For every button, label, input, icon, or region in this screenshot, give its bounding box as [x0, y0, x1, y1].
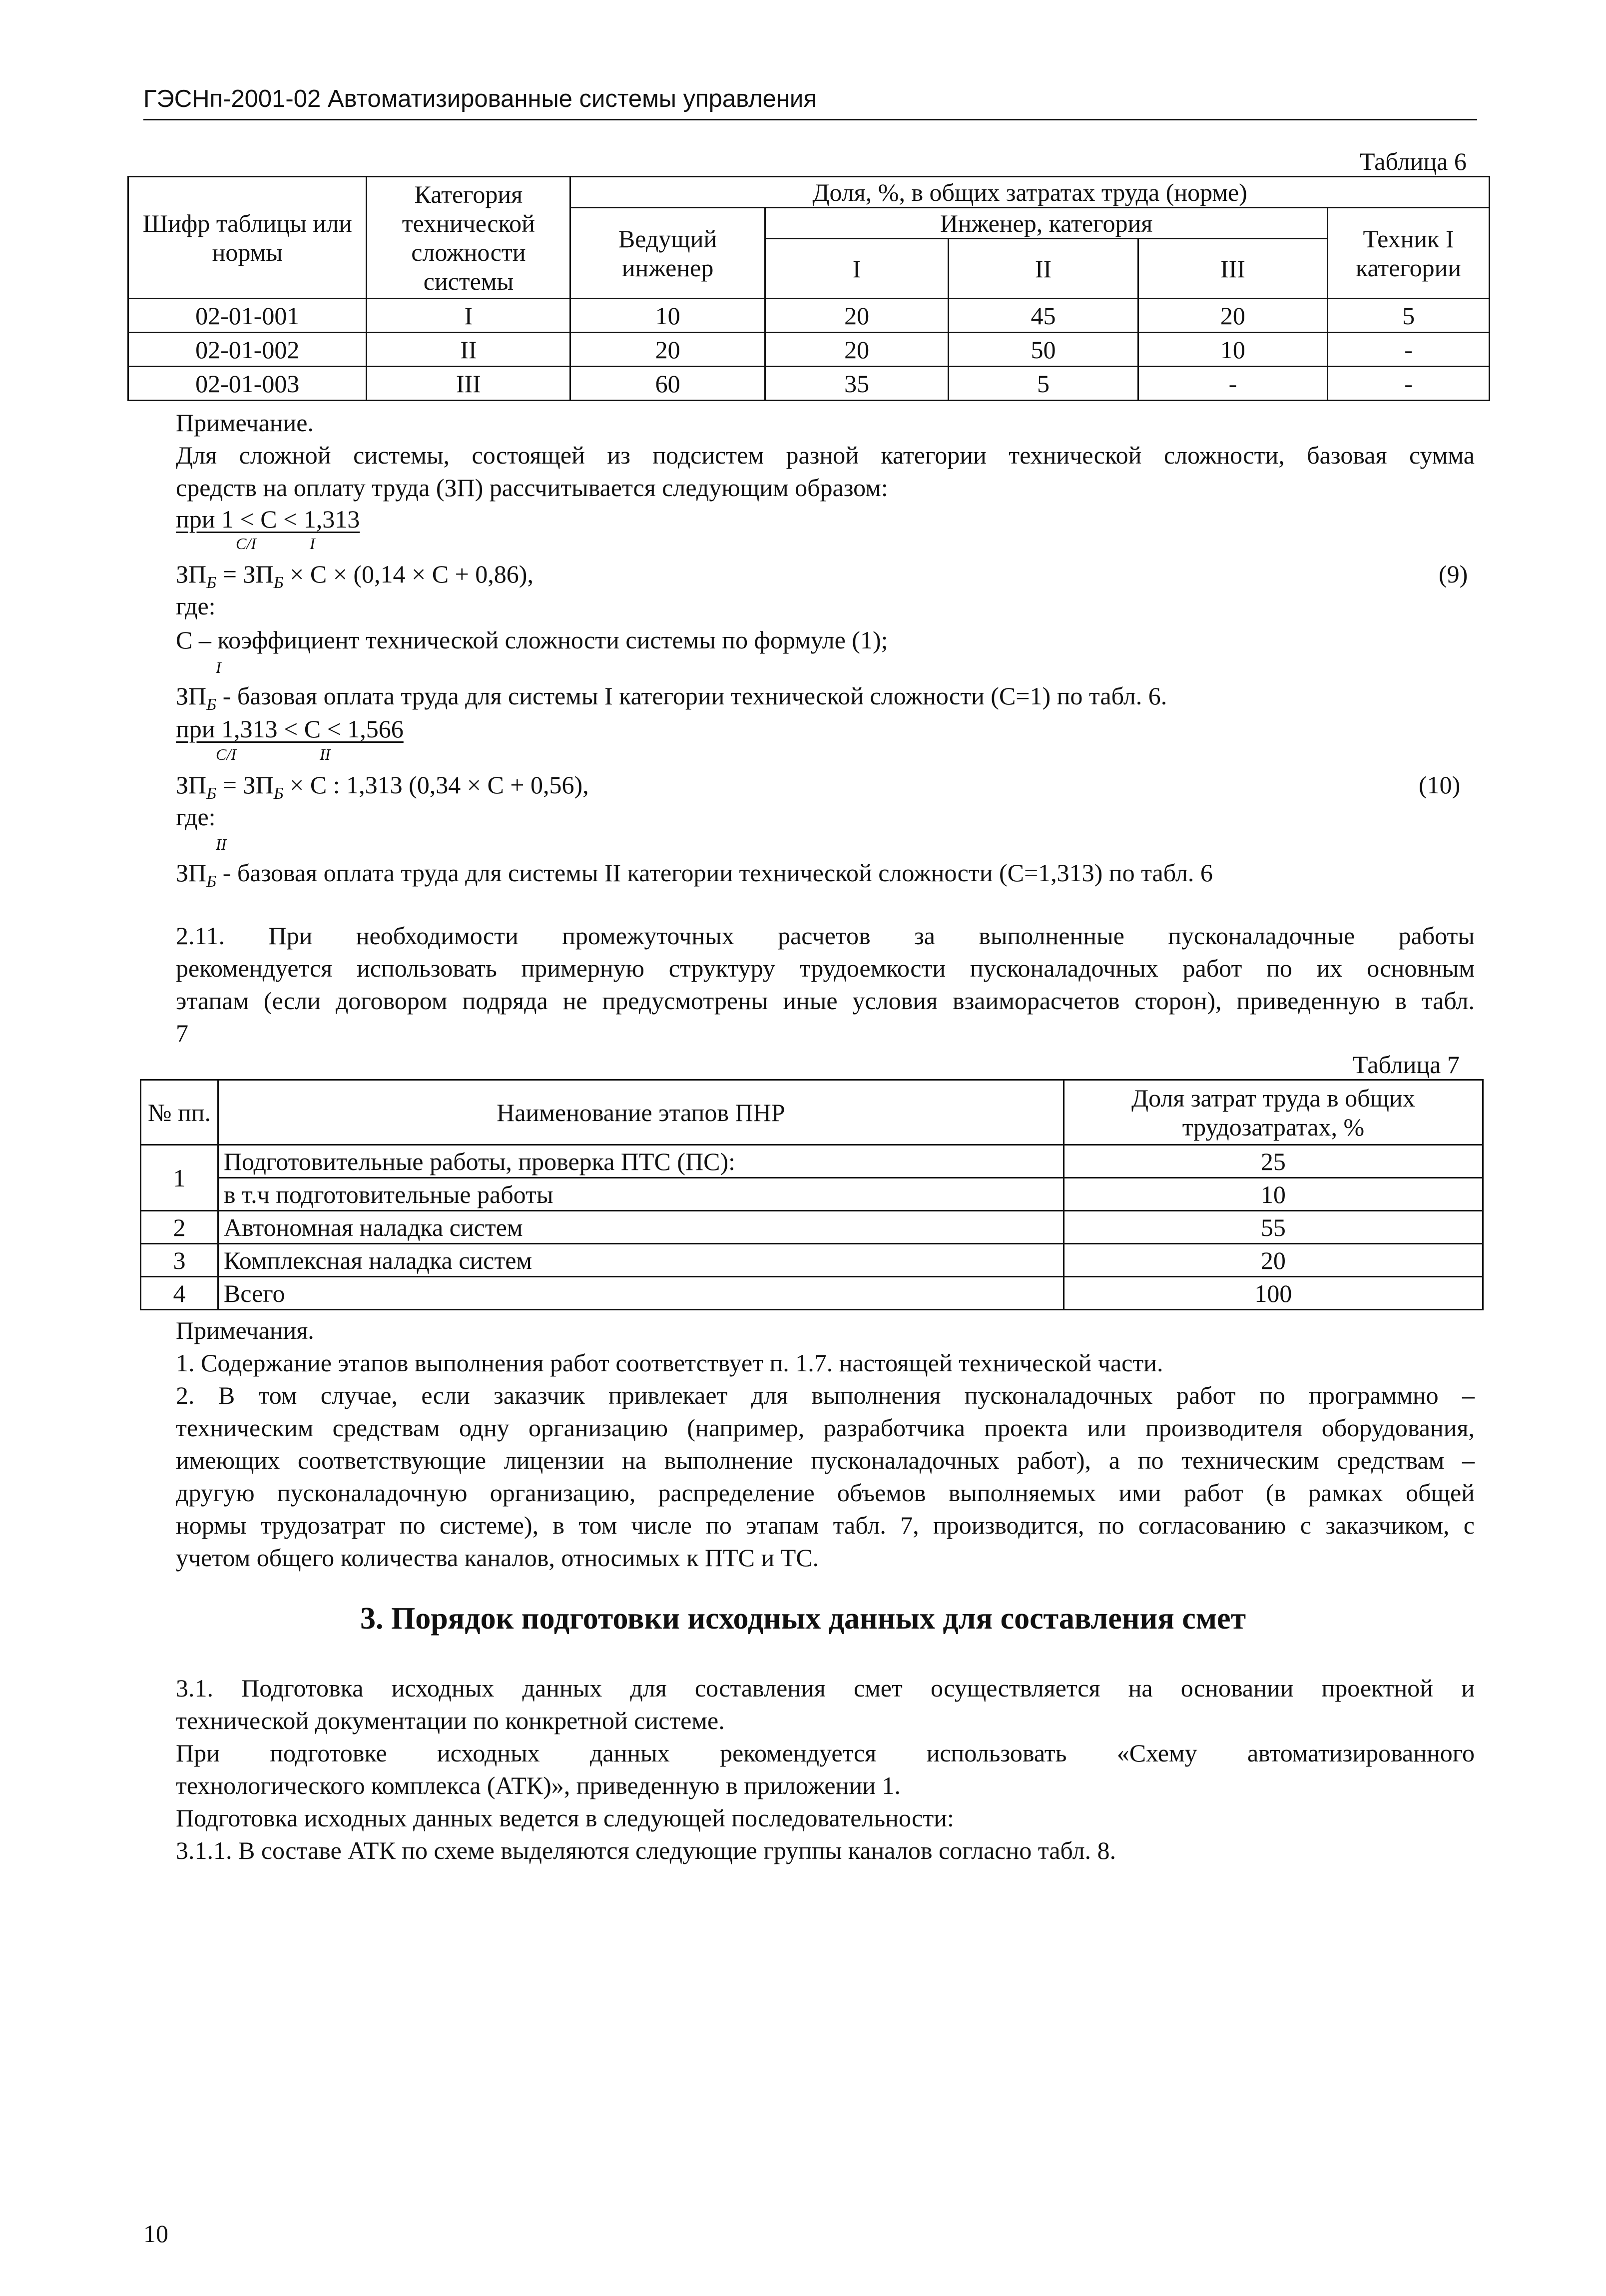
table6-cell-code: 02-01-003 [128, 367, 367, 401]
table6-cell-e2: 5 [949, 367, 1138, 401]
table6-head-technician: Техник I категории [1328, 208, 1490, 299]
table-row [141, 1211, 1483, 1244]
para211-line3: этапам (если договором подряда не предусмотрены иные условия взаиморасчетов сторон), приведенную в табл. [176, 987, 1475, 1015]
table6-caption: Таблица 6 [1360, 147, 1467, 175]
note1-para-line2: средств на оплату труда (ЗП) рассчитывается следующим образом: [176, 474, 888, 502]
table7-cell-name: в т.ч подготовительные работы [218, 1178, 1064, 1211]
section3-p1-line2: технической документации по конкретной системе. [176, 1707, 725, 1734]
page-number: 10 [143, 2220, 168, 2248]
table6-cell-lead: 10 [570, 299, 765, 333]
f10-rest: × С : 1,313 (0,34 × С + 0,56), [283, 771, 589, 799]
zp2-sub: Б [206, 872, 217, 891]
section3-p4: 3.1.1. В составе АТК по схеме выделяются следующие группы каналов согласно табл. 8. [176, 1836, 1116, 1864]
section3-heading: 3. Порядок подготовки исходных данных для составления смет [360, 1602, 1246, 1636]
f10-sub-b2: Б [273, 784, 284, 803]
f9-number: (9) [1439, 560, 1468, 588]
where1: где: [176, 592, 216, 620]
f9-sub-b2: Б [273, 574, 284, 592]
zp1-zp: ЗП [176, 682, 207, 710]
table7-cell-value: 55 [1064, 1211, 1483, 1244]
range2: при 1,313 < С < 1,566 [176, 715, 404, 743]
f10-mid: = ЗП [216, 771, 274, 799]
table6-cell-lead: 60 [570, 367, 765, 401]
table7-cell-value: 100 [1064, 1277, 1483, 1310]
zp2-definition [176, 857, 1213, 897]
f9-sup-right: I [310, 535, 315, 553]
f9-sub-b: Б [206, 574, 217, 592]
table6-cell-e3: 20 [1138, 299, 1327, 333]
zp2-sup: II [216, 835, 227, 853]
section3-heading-wrap [0, 1601, 1606, 1637]
f9-rest: × С × (0,14 × С + 0,86), [283, 560, 534, 588]
table-row [128, 299, 1490, 333]
table-row [141, 1277, 1483, 1310]
table7-head-name: Наименование этапов ПНР [218, 1080, 1064, 1145]
table7-cell-num: 1 [141, 1145, 218, 1211]
section3-p1-line1: 3.1. Подготовка исходных данных для составления смет осуществляется на основании проектной и [176, 1674, 1475, 1702]
table6-cell-e1: 20 [765, 299, 948, 333]
table6-head-cat-3: III [1138, 239, 1327, 299]
notes2-item2-line4: другую пусконаладочную организацию, распределение объемов выполняемых ими работ (в рамках общей [176, 1479, 1475, 1507]
table6-head-category: Категория технической сложности системы [367, 177, 570, 299]
f10-sup-left: С/I [216, 745, 236, 763]
table7-cell-num: 2 [141, 1211, 218, 1244]
notes2-item2-line6: учетом общего количества каналов, относимых к ПТС и ТС. [176, 1544, 819, 1572]
table6-cell-e3: 10 [1138, 333, 1327, 367]
table6-cell-tech: - [1328, 333, 1490, 367]
table7-cell-value: 25 [1064, 1145, 1483, 1178]
table7-cell-value: 20 [1064, 1244, 1483, 1277]
c-definition: С – коэффициент технической сложности системы по формуле (1); [176, 626, 888, 654]
section3-p3: Подготовка исходных данных ведется в следующей последовательности: [176, 1804, 954, 1832]
table6-cell-e1: 20 [765, 333, 948, 367]
table6-cell-tech: 5 [1328, 299, 1490, 333]
table7-caption: Таблица 7 [1353, 1051, 1460, 1079]
table7-cell-num: 4 [141, 1277, 218, 1310]
f10-number: (10) [1419, 771, 1461, 799]
header-rule [143, 119, 1477, 120]
formula9 [176, 559, 534, 598]
table6-cell-category: II [367, 333, 570, 367]
table-row [128, 367, 1490, 401]
formula10 [176, 769, 589, 809]
table7-head-num: № пп. [141, 1080, 218, 1145]
table6-cell-category: I [367, 299, 570, 333]
table7-cell-name: Всего [218, 1277, 1064, 1310]
zp1-sup: I [216, 658, 221, 676]
table-row [141, 1178, 1483, 1211]
zp2-zp: ЗП [176, 859, 207, 887]
range1: при 1 < С < 1,313 [176, 505, 360, 533]
table6-cell-category: III [367, 367, 570, 401]
notes2-item2-line2: техническим средствам одну организацию (например, разработчика проекта или производителя оборудования, [176, 1414, 1475, 1442]
table6-cell-e2: 45 [949, 299, 1138, 333]
notes2-item2-line5: нормы трудозатрат по системе), в том числе по этапам табл. 7, производится, по согласованию с заказчиком, с [176, 1511, 1475, 1539]
table6-cell-code: 02-01-002 [128, 333, 367, 367]
table6-head-share: Доля, %, в общих затратах труда (норме) [570, 177, 1490, 208]
table-row [128, 333, 1490, 367]
notes2-item2-line3: имеющих соответствующие лицензии на выполнение пусконаладочных работ), а по техническим средствам – [176, 1446, 1475, 1474]
table6 [127, 176, 1490, 401]
table7 [140, 1079, 1484, 1310]
where2: где: [176, 803, 216, 831]
note1-para-line1: Для сложной системы, состоящей из подсистем разной категории технической сложности, базовая сумма [176, 441, 1475, 469]
table6-head-cat-1: I [765, 239, 948, 299]
notes2-item2-line1: 2. В том случае, если заказчик привлекает для выполнения пусконаладочных работ по программно – [176, 1381, 1475, 1409]
zp1-def: - базовая оплата труда для системы I категории технической сложности (С=1) по табл. 6. [216, 682, 1167, 710]
table6-cell-e1: 35 [765, 367, 948, 401]
table6-cell-tech: - [1328, 367, 1490, 401]
zp1-sub: Б [206, 695, 217, 714]
f9-mid: = ЗП [216, 560, 274, 588]
table6-cell-e2: 50 [949, 333, 1138, 367]
notes2-item1: 1. Содержание этапов выполнения работ соответствует п. 1.7. настоящей технической части. [176, 1349, 1163, 1377]
table6-head-lead-engineer: Ведущий инженер [570, 208, 765, 299]
zp2-def: - базовая оплата труда для системы II категории технической сложности (С=1,313) по табл. 6 [216, 859, 1213, 887]
para211-line1: 2.11. При необходимости промежуточных расчетов за выполненные пусконаладочные работы [176, 922, 1475, 950]
table7-cell-value: 10 [1064, 1178, 1483, 1211]
table7-cell-num: 3 [141, 1244, 218, 1277]
table6-cell-code: 02-01-001 [128, 299, 367, 333]
table6-head-code: Шифр таблицы или нормы [128, 177, 367, 299]
section3-p2-line1: При подготовке исходных данных рекомендуется использовать «Схему автоматизированного [176, 1739, 1475, 1767]
table7-cell-name: Подготовительные работы, проверка ПТС (ПС): [218, 1145, 1064, 1178]
f10-zp: ЗП [176, 771, 207, 799]
table7-head-share: Доля затрат труда в общих трудозатратах, % [1064, 1080, 1483, 1145]
f9-sup-left: С/I [236, 535, 256, 553]
table7-cell-name: Комплексная наладка систем [218, 1244, 1064, 1277]
para211-line2: рекомендуется использовать примерную структуру трудоемкости пусконаладочных работ по их основным [176, 954, 1475, 982]
section3-p2-line2: технологического комплекса (АТК)», приведенную в приложении 1. [176, 1771, 901, 1799]
table-row [141, 1244, 1483, 1277]
table6-cell-e3: - [1138, 367, 1327, 401]
f10-sup-right: II [320, 745, 331, 763]
note1-title: Примечание. [176, 409, 314, 437]
f9-zp: ЗП [176, 560, 207, 588]
f10-sub-b: Б [206, 784, 217, 803]
table7-cell-name: Автономная наладка систем [218, 1211, 1064, 1244]
table6-head-cat-2: II [949, 239, 1138, 299]
table6-cell-lead: 20 [570, 333, 765, 367]
page-header-title: ГЭСНп-2001-02 Автоматизированные системы управления [143, 85, 817, 112]
table-row [141, 1145, 1483, 1178]
table6-head-engineer-category: Инженер, категория [765, 208, 1327, 239]
para211-line4: 7 [176, 1019, 188, 1047]
notes2-title: Примечания. [176, 1316, 314, 1344]
